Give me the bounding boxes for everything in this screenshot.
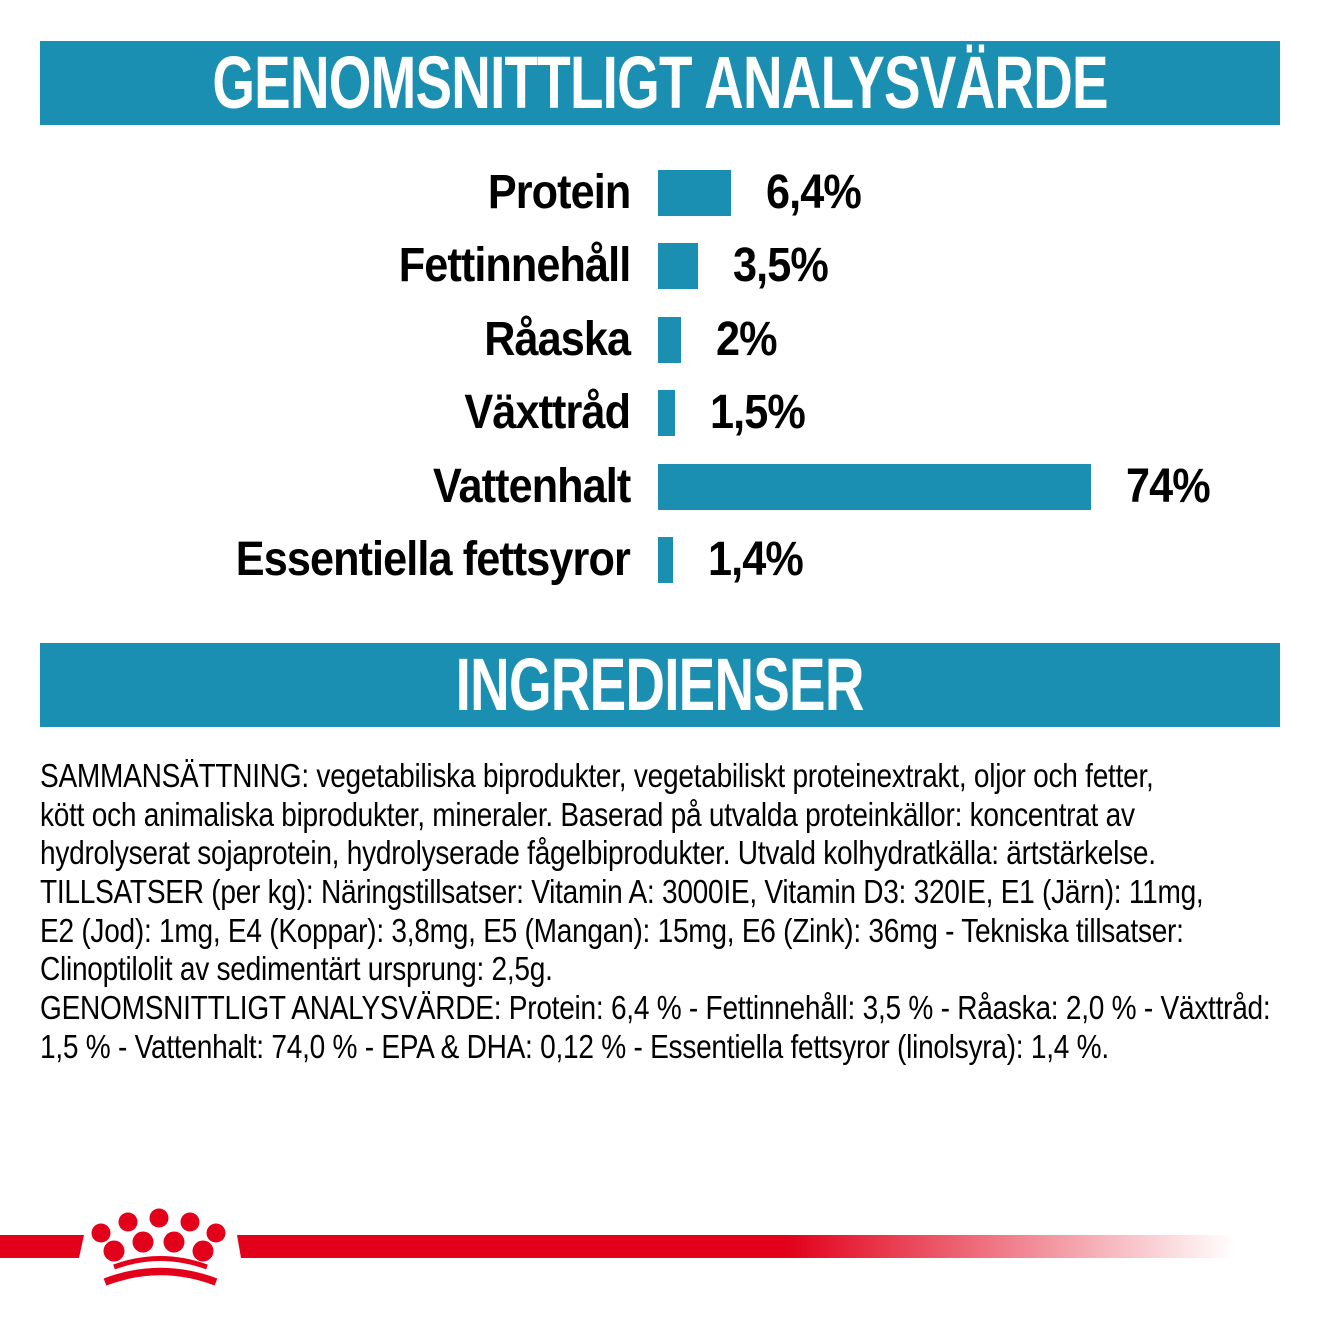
chart-value-label: 2% — [716, 312, 777, 366]
chart-bar — [658, 390, 675, 436]
ingredients-line: TILLSATSER (per kg): Näringstillsatser: Vitamin A: 3000IE, Vitamin D3: 320IE, E1 (Järn): 11mg, — [40, 873, 1204, 911]
chart-value-label: 1,5% — [710, 386, 805, 440]
ingredients-header-title: INGREDIENSER — [456, 643, 864, 726]
chart-row-label: Fettinnehåll — [398, 239, 630, 293]
ingredients-line: E2 (Jod): 1mg, E4 (Koppar): 3,8mg, E5 (Mangan): 15mg, E6 (Zink): 36mg - Tekniska tillsatser: — [40, 911, 1184, 949]
brand-band-right — [237, 1235, 1235, 1258]
chart-value-label: 3,5% — [733, 239, 828, 293]
chart-row — [0, 533, 1320, 586]
chart-value-label: 1,4% — [708, 533, 803, 586]
chart-value-label: 6,4% — [766, 166, 861, 219]
chart-row-label: Växttråd — [464, 386, 630, 440]
chart-bar — [658, 243, 698, 289]
chart-bar — [658, 464, 1091, 510]
ingredients-line: kött och animaliska biprodukter, mineraler. Baserad på utvalda proteinkällor: koncentrat av — [40, 795, 1135, 833]
chart-row-label: Råaska — [484, 312, 630, 366]
ingredients-line: 1,5 % - Vattenhalt: 74,0 % - EPA & DHA: 0,12 % - Essentiella fettsyror (linolsyra): 1,4 %. — [40, 1027, 1109, 1065]
chart-row-label: Vattenhalt — [432, 459, 630, 513]
ingredients-text-block — [40, 757, 1290, 1067]
chart-row — [0, 386, 1320, 440]
analysis-bar-chart — [0, 0, 1320, 640]
ingredients-line: hydrolyserat sojaprotein, hydrolyserade fågelbiprodukter. Utvald kolhydratkälla: ärtstärkelse. — [40, 834, 1156, 872]
brand-band-left — [0, 1235, 84, 1258]
ingredients-line: SAMMANSÄTTNING: vegetabiliska biprodukter, vegetabiliskt proteinextrakt, oljor och fetter, — [40, 757, 1154, 794]
chart-row — [0, 239, 1320, 293]
analysis-header-title: GENOMSNITTLIGT ANALYSVÄRDE — [212, 41, 1108, 124]
ingredients-line: GENOMSNITTLIGT ANALYSVÄRDE: Protein: 6,4 % - Fettinnehåll: 3,5 % - Råaska: 2,0 % - Växttråd: — [40, 989, 1271, 1027]
chart-value-label: 74% — [1126, 459, 1210, 513]
ingredients-header-banner — [40, 643, 1280, 727]
chart-bar — [658, 317, 681, 363]
ingredients-line: Clinoptilolit av sedimentärt ursprung: 2,5g. — [40, 950, 553, 988]
chart-row — [0, 459, 1320, 513]
royal-canin-crown-logo-icon — [90, 1205, 236, 1295]
chart-row-label: Essentiella fettsyror — [235, 533, 630, 586]
chart-bar — [658, 170, 731, 216]
chart-row — [0, 312, 1320, 366]
chart-row — [0, 166, 1320, 219]
chart-bar — [658, 537, 673, 583]
chart-row-label: Protein — [487, 166, 630, 219]
